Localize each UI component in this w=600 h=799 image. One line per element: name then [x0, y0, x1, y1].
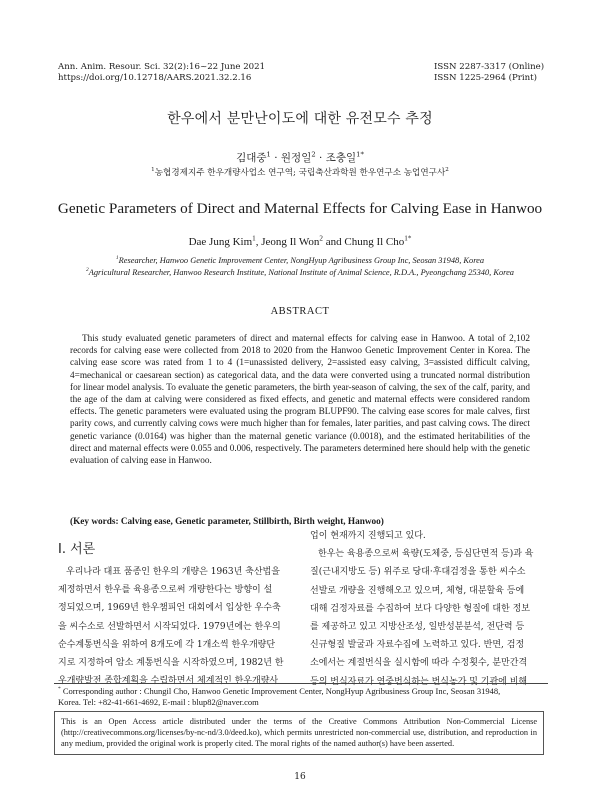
body-column-left [58, 563, 296, 693]
author-superscript: 1 [252, 234, 256, 243]
issn-online: ISSN 2287-3317 (Online) [434, 62, 545, 72]
author-superscript: 2 [319, 234, 323, 243]
body-line: 질(근내지방도 등) 위주로 당대·후대검정을 통한 씨수소 [310, 567, 526, 578]
body-line: 우개량발전 종합계획을 수립하면서 체계적인 한우개량사 [58, 676, 279, 687]
body-line: 우리나라 대표 품종인 한우의 개량은 1963년 축산법을 [66, 567, 280, 577]
authors-korean [0, 150, 600, 165]
keywords: (Key words: Calving ease, Genetic parameter, Stillbirth, Birth weight, Hanwoo) [70, 517, 384, 527]
body-line: 한우는 육용종으로써 육량(도체중, 등심단면적 등)과 육 [318, 549, 534, 560]
abstract-text: This study evaluated genetic parameters of direct and maternal effects for calving ease in Hanwoo. A total of 2,102 records for calving ease were collected from 2018 to 2020 from the Hanwoo Genetic Improvement Center in Korea. The calving ease score was rated from 1 to 4 (1=unassisted delivery, 2=assisted easy calving, 3=assisted difficult calving, 4=mechanical or caesarean section) as categorical data, and the data were converted using a truncated normal distribution for linear model analysis. To evaluate the genetic parameters, the birth year-season of calving, the sex of the calf, parity, and the age of the dam at calving were considered as fixed effects, and genetic and maternal effects were considered random effects. The genetic parameters were evaluated using the program BLUPF90. The calving ease scores for male calves, first parity cows, and currently calving cows were much higher than for females, later parities, and past calving cows. The direct genetic variance (0.0164) was higher than the maternal genetic variance (0.0018), and the estimated heritabilities of the direct and maternal effects were 0.055 and 0.006, respectively. The parameters determined here should help with the genetic evaluation of calving ease in Hanwoo. [70, 334, 530, 467]
author-superscript: 1* [356, 150, 364, 159]
body-line: 순수계통번식을 위하여 8개도에 각 1개소씩 한우개량단 [58, 639, 276, 650]
footnote-marker: * [58, 686, 61, 693]
abstract-heading: ABSTRACT [270, 306, 330, 317]
affiliation-superscript: 1 [115, 255, 119, 262]
affiliation-english-2 [0, 268, 600, 277]
author-superscript: 2 [311, 150, 316, 159]
affiliation-text: 국립축산과학원 한우연구소 농업연구사 [298, 168, 446, 178]
author-name: Dae Jung Kim [188, 236, 253, 248]
affiliation-superscript: 2 [86, 267, 89, 274]
affiliation-text: 농협경제지주 한우개량사업소 연구역 [154, 168, 294, 178]
doi-link[interactable]: https://doi.org/10.12718/AARS.2021.32.2.16 [58, 73, 252, 83]
affiliation-superscript: 1 [151, 167, 155, 174]
page-number: 16 [294, 772, 306, 782]
footnote-divider [54, 683, 548, 684]
affiliation-separator: ; [293, 168, 299, 178]
body-column-right [310, 527, 548, 691]
corresponding-author-line-2: Korea. Tel: +82-41-661-4692, E-mail : blup82@naver.com [58, 697, 259, 707]
body-line: 선발로 개량을 진행해오고 있으며, 체형, 대분할육 등에 [310, 585, 525, 596]
journal-citation: Ann. Anim. Resour. Sci. 32(2):16~22 June 2021 [58, 62, 266, 72]
affiliation-superscript: 2 [445, 167, 449, 174]
footnote-text: Corresponding author : Chungil Cho, Hanwoo Genetic Improvement Center, NongHyup Agribusiness Group Inc, Seosan 31948, [60, 686, 501, 696]
author-separator: · [315, 152, 326, 164]
body-line: 업이 현재까지 진행되고 있다. [310, 531, 426, 541]
issn-print: ISSN 1225-2964 (Print) [434, 73, 537, 83]
author-name: and Chung Il Cho [322, 236, 405, 248]
corresponding-author-line-1 [58, 686, 548, 697]
affiliation-korean [0, 166, 600, 178]
author-superscript: 1* [404, 234, 412, 243]
body-line: 제정하면서 한우를 육용종으로써 개량한다는 방향이 설 [58, 585, 273, 596]
author-name: 조충일 [325, 152, 357, 164]
body-line: 을 씨수소로 선발하면서 시작되었다. 1979년에는 한우의 [58, 621, 281, 632]
author-name: 원정일 [280, 152, 312, 164]
author-separator: · [270, 152, 281, 164]
body-line: 신규형질 발굴과 자료수집에 노력하고 있다. 반면, 검정 [310, 640, 525, 651]
body-line: 지로 지정하여 암소 계통번식을 시작하였으며, 1982년 한 [58, 657, 284, 668]
title-korean: 한우에서 분만난이도에 대한 유전모수 추정 [167, 111, 433, 127]
body-line: 를 제공하고 있고 지방산조성, 일반성분분석, 전단력 등 [310, 621, 525, 632]
body-line: 등의 번식자료가 연중번식하는 번식농가 및 기관에 비해 [310, 676, 528, 687]
body-line: 정되었으며, 1969년 한우챔피언 대회에서 입상한 우수축 [58, 603, 281, 614]
affiliation-text: Agricultural Researcher, Hanwoo Research Institute, National Institute of Animal Science, R.D.A., Pyeongchang 25340, Korea [88, 268, 514, 277]
authors-english [0, 236, 600, 248]
title-english: Genetic Parameters of Direct and Maternal Effects for Calving Ease in Hanwoo [57, 200, 543, 217]
body-line: 대해 검정자료를 수집하여 보다 다양한 형질에 대한 정보 [310, 603, 530, 614]
author-name: 김대중 [236, 152, 267, 164]
body-line: 소에서는 계절번식을 실시함에 따라 수정횟수, 분만간격 [310, 658, 528, 669]
section-heading-introduction: Ⅰ. 서론 [58, 542, 96, 557]
author-superscript: 1 [266, 150, 271, 159]
author-name: , Jeong Il Won [255, 236, 320, 248]
affiliation-english-1 [0, 256, 600, 265]
license-notice: This is an Open Access article distributed under the terms of the Creative Commons Attribution Non-Commercial License (http://creativecommons.org/licenses/by-nc-nd/3.0/deed.ko), which permits unrestricted non-commercial use, distribution, and reproduction in any medium, provided the original work is properly cited. The moral rights of the named author(s) have been asserted. [54, 711, 544, 755]
affiliation-text: Researcher, Hanwoo Genetic Improvement Center, NongHyup Agribusiness Group Inc, Seosan 31948, Korea [118, 256, 485, 265]
